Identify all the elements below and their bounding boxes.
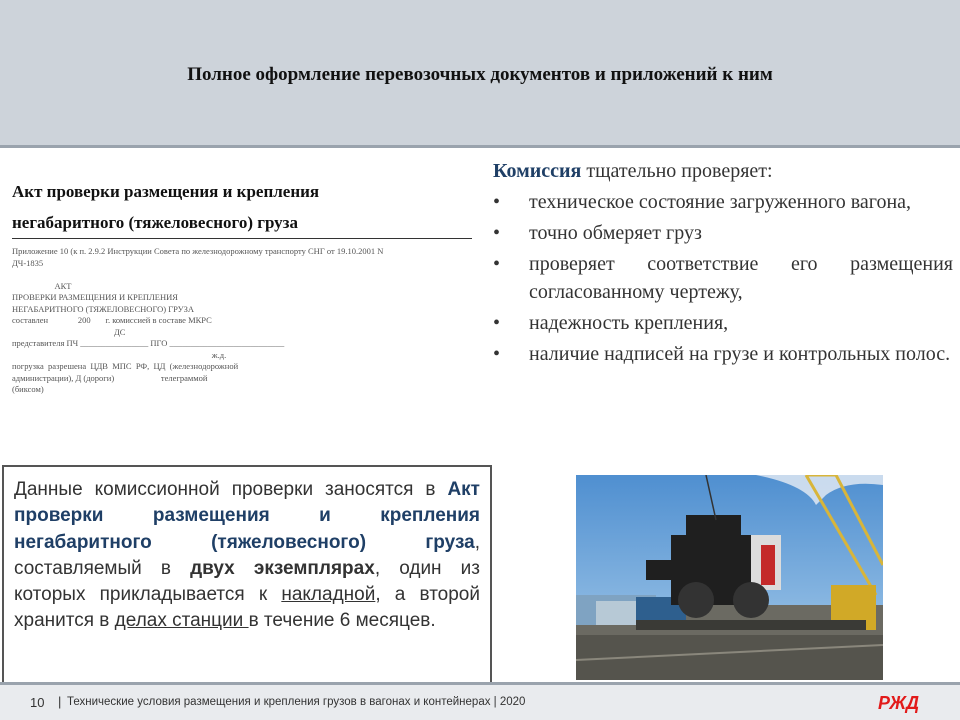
slide-title: Полное оформление перевозочных документов и приложений к ним <box>187 64 773 85</box>
cargo-photo <box>576 475 883 680</box>
document-image <box>0 150 480 455</box>
waybill-link: накладной <box>281 584 376 606</box>
checklist-item <box>493 309 953 337</box>
document-body <box>12 246 462 396</box>
document-line: АКТ <box>12 280 72 291</box>
checklist-item <box>493 340 953 368</box>
document-title: Акт проверки размещения и крепления негабаритного (тяжеловесного) груза <box>12 176 472 239</box>
checklist-lead: Комиссия тщательно проверяет: <box>493 160 773 182</box>
document-line: (биксом) <box>12 384 44 394</box>
rzd-logo-icon <box>876 690 924 714</box>
document-line: ДС <box>12 326 126 337</box>
act-name: Акт проверки размещения и крепления негабаритного (тяжеловесного) груза <box>14 479 480 553</box>
document-line: ПРОВЕРКИ РАЗМЕЩЕНИЯ И КРЕПЛЕНИЯ <box>12 292 178 302</box>
document-line: составлен 200 г. комиссией в составе МКРС <box>12 315 212 325</box>
bullet-icon: • <box>493 312 501 334</box>
checklist-item-text: наличие надписей на грузе и контрольных полос. <box>529 343 951 365</box>
two-copies: двух экземплярах <box>190 557 375 579</box>
document-line: ДЧ-1835 <box>12 257 44 268</box>
bullet-icon: • <box>493 191 501 213</box>
bullet-icon: • <box>493 343 501 365</box>
checklist-item <box>493 188 953 216</box>
document-line: ж.д. <box>12 349 227 360</box>
document-line: администрации), Д (дороги) телеграммой <box>12 372 208 383</box>
document-line: Приложение 10 (к п. 2.9.2 Инструкции Совета по железнодорожному транспорту СНГ от 19.10.2001 N <box>12 246 384 256</box>
checklist-item <box>493 250 953 306</box>
station-files: делах станции <box>114 610 249 632</box>
checklist-item-text: техническое состояние загруженного вагона, <box>529 191 912 213</box>
checklist-items <box>493 188 953 368</box>
page-number: 10 <box>30 695 45 710</box>
checklist-item <box>493 219 953 247</box>
footer-separator: | <box>58 694 62 709</box>
document-line: представителя ПЧ ________________ ПГО ___________________________ <box>12 338 285 348</box>
checklist-item-text: точно обмеряет груз <box>529 222 702 244</box>
document-line <box>12 269 462 281</box>
checklist-item-text: надежность крепления, <box>529 312 729 334</box>
callout-box: Данные комиссионной проверки заносятся в Акт проверки размещения и крепления негабаритного (тяжеловесного) груза, составляемый в двух экземплярах, один из которых прикладывается к накладной, а второй хранится в делах станции в течение 6 месяцев. <box>2 465 492 687</box>
commission-checklist <box>493 157 953 368</box>
bullet-icon: • <box>493 253 501 275</box>
footer-caption: Технические условия размещения и крепления грузов в вагонах и контейнерах | 2020 <box>67 696 526 708</box>
bullet-icon: • <box>493 222 501 244</box>
checklist-item-text: проверяет соответствие его размещения согласованному чертежу, <box>529 253 953 303</box>
logo-text: РЖД <box>878 693 920 713</box>
document-line: погрузка разрешена ЦДВ МПС РФ, ЦД (железнодорожной <box>12 361 239 371</box>
header-divider <box>0 145 960 148</box>
document-line: НЕГАБАРИТНОГО (ТЯЖЕЛОВЕСНОГО) ГРУЗА <box>12 303 194 314</box>
